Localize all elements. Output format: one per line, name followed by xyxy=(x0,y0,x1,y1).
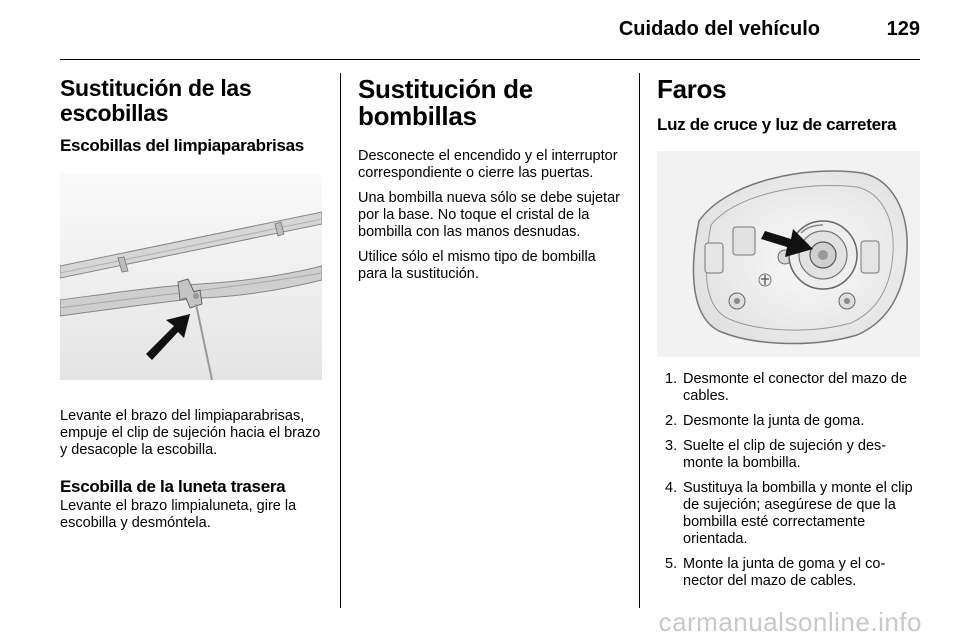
bulb-paragraph-3: Utilice sólo el mismo tipo de bombilla para la sustitución. xyxy=(358,249,596,282)
page-header xyxy=(60,0,920,60)
step-item: 4. Sustituya la bombilla y monte el clip de sujeción; asegúrese de que la bombilla esté correctamente orientada. xyxy=(665,480,913,547)
column-headlights xyxy=(657,76,920,598)
headlights-heading: Faros xyxy=(657,74,727,104)
beam-subheading: Luz de cruce y luz de carretera xyxy=(657,115,897,134)
column-divider-2 xyxy=(639,73,640,608)
step-item: 2. Desmonte la junta de goma. xyxy=(665,413,865,429)
watermark: carmanualsonline.info xyxy=(658,607,922,637)
rear-wiper-instructions: Levante el brazo limpialuneta, gire la escobilla y desmóntela. xyxy=(60,498,297,531)
wiper-instructions: Levante el brazo del limpiaparabrisas, empuje el clip de sujeción hacia el brazo y desacople la escobilla. xyxy=(60,408,321,458)
step-item: 3. Suelte el clip de sujeción y desmonte la bombilla. xyxy=(665,438,887,471)
windscreen-wiper-subheading: Escobillas del limpiaparabrisas xyxy=(60,136,304,155)
step-item: 1. Desmonte el conector del mazo de cables. xyxy=(665,371,908,404)
headlight-steps xyxy=(657,371,920,590)
column-bulbs xyxy=(358,76,622,283)
bulb-paragraph-1: Desconecte el encendido y el interruptor correspondiente o cierre las puertas. xyxy=(358,148,618,181)
column-wipers xyxy=(60,76,322,532)
section-title: Cuidado del vehículo xyxy=(618,18,820,40)
step-item: 5. Monte la junta de goma y el conector del mazo de cables. xyxy=(665,556,886,589)
bulb-paragraph-2: Una bombilla nueva sólo se debe sujetar por la base. No toque el cristal de la bombilla con las manos desnudas. xyxy=(358,190,620,240)
wiper-illustration xyxy=(60,174,322,380)
wiper-heading: Sustitución de las escobillas xyxy=(60,75,252,126)
rear-wiper-subheading: Escobilla de la luneta trasera xyxy=(60,477,286,496)
bulb-heading: Sustitución de bombillas xyxy=(358,74,533,131)
column-divider-1 xyxy=(340,73,341,608)
page-number: 129 xyxy=(886,18,920,40)
headlight-illustration xyxy=(657,151,920,357)
